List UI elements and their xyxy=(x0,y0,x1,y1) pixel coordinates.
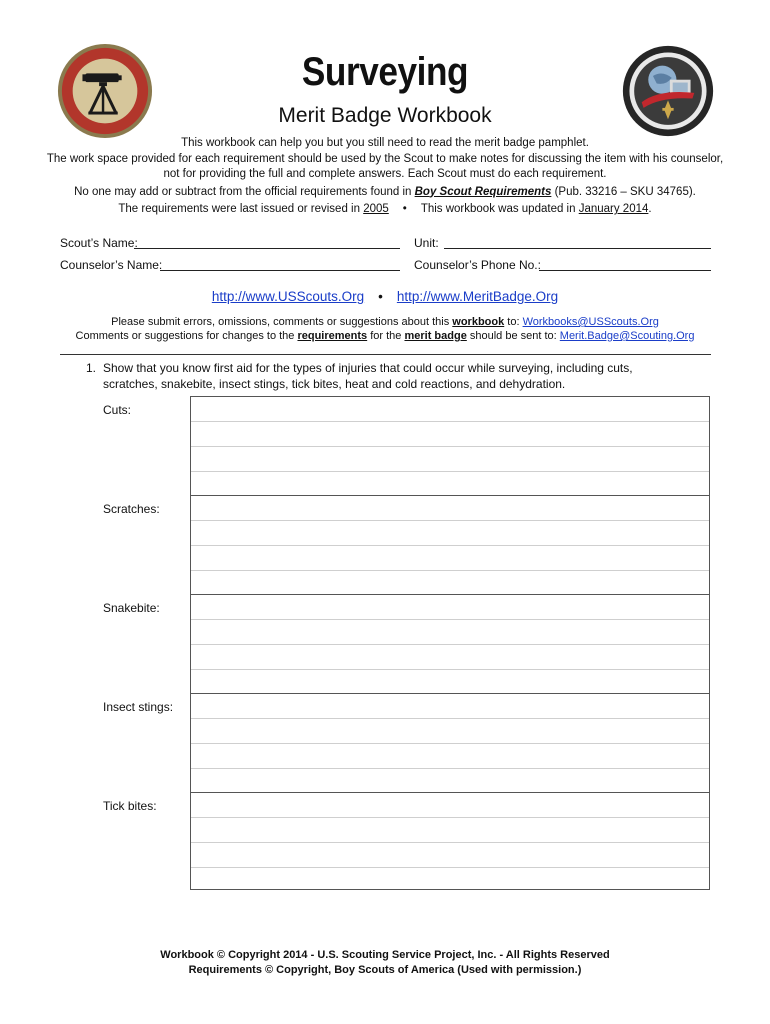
unit-field[interactable]: Unit: xyxy=(414,236,711,250)
requirement-1 xyxy=(86,360,686,392)
answer-table xyxy=(190,396,710,890)
counselor-name-field[interactable]: Counselor’s Name: xyxy=(60,258,400,272)
section-divider xyxy=(60,354,711,355)
footer-line: Workbook © Copyright 2014 - U.S. Scouting Service Project, Inc. - All Rights Reserved xyxy=(160,949,610,961)
row-label-snakebite: Snakebite: xyxy=(103,601,160,615)
revision-year: 2005 xyxy=(363,203,389,215)
submission-info: Please submit errors, omissions, comments or suggestions about this workbook to: Workbooks@USScouts.Org Comments or suggestions for changes to the requirements for the merit badge should be sent to: Merit.Badge@Scouting.Org xyxy=(75,316,695,342)
workbooks-email-link[interactable]: Workbooks@USScouts.Org xyxy=(522,316,659,328)
answer-block-snakebite[interactable] xyxy=(191,594,709,694)
answer-block-insect-stings[interactable] xyxy=(191,693,709,793)
intro-line: The work space provided for each requirement should be used by the Scout to make notes for discussing the item with his counselor, not for providing the full and complete answers. Each Scout must do each requirement. xyxy=(46,152,724,180)
requirement-number: 1. xyxy=(86,361,97,375)
scout-name-field[interactable]: Scout’s Name: xyxy=(60,236,400,250)
row-label-tick-bites: Tick bites: xyxy=(103,799,157,813)
usscouts-link[interactable]: http://www.USScouts.Org xyxy=(211,289,365,304)
boy-scout-requirements-title: Boy Scout Requirements xyxy=(414,185,552,198)
footer-line: Requirements © Copyright, Boy Scouts of America (Used with permission.) xyxy=(188,964,582,976)
counselor-phone-field[interactable]: Counselor’s Phone No.: xyxy=(414,258,711,272)
answer-block-cuts[interactable] xyxy=(191,397,709,496)
answer-block-tick-bites[interactable] xyxy=(191,792,709,892)
website-links: http://www.USScouts.Org • http://www.MeritBadge.Org xyxy=(211,289,559,304)
intro-text xyxy=(40,136,730,218)
update-date: January 2014 xyxy=(578,203,649,215)
requirement-text: Show that you know first aid for the types of injuries that could occur while surveying, including cuts, scratches, snakebite, insect stings, tick bites, heat and cold reactions, and dehydration. xyxy=(103,361,633,391)
meritbadge-link[interactable]: http://www.MeritBadge.Org xyxy=(396,289,559,304)
copyright-footer xyxy=(0,948,770,978)
row-label-cuts: Cuts: xyxy=(103,403,132,417)
merit-badge-email-link[interactable]: Merit.Badge@Scouting.Org xyxy=(559,330,695,342)
row-label-scratches: Scratches: xyxy=(103,502,160,516)
page-subtitle: Merit Badge Workbook xyxy=(278,104,492,127)
row-label-insect-stings: Insect stings: xyxy=(103,700,174,714)
intro-line: This workbook can help you but you still need to read the merit badge pamphlet. xyxy=(181,137,589,149)
page-title: Surveying xyxy=(301,50,469,94)
intro-line: No one may add or subtract from the official requirements found in Boy Scout Requirements (Pub. 33216 – SKU 34765). xyxy=(74,185,696,198)
answer-block-scratches[interactable] xyxy=(191,495,709,595)
intro-line: The requirements were last issued or revised in 2005 • This workbook was updated in January 2014. xyxy=(118,203,652,215)
